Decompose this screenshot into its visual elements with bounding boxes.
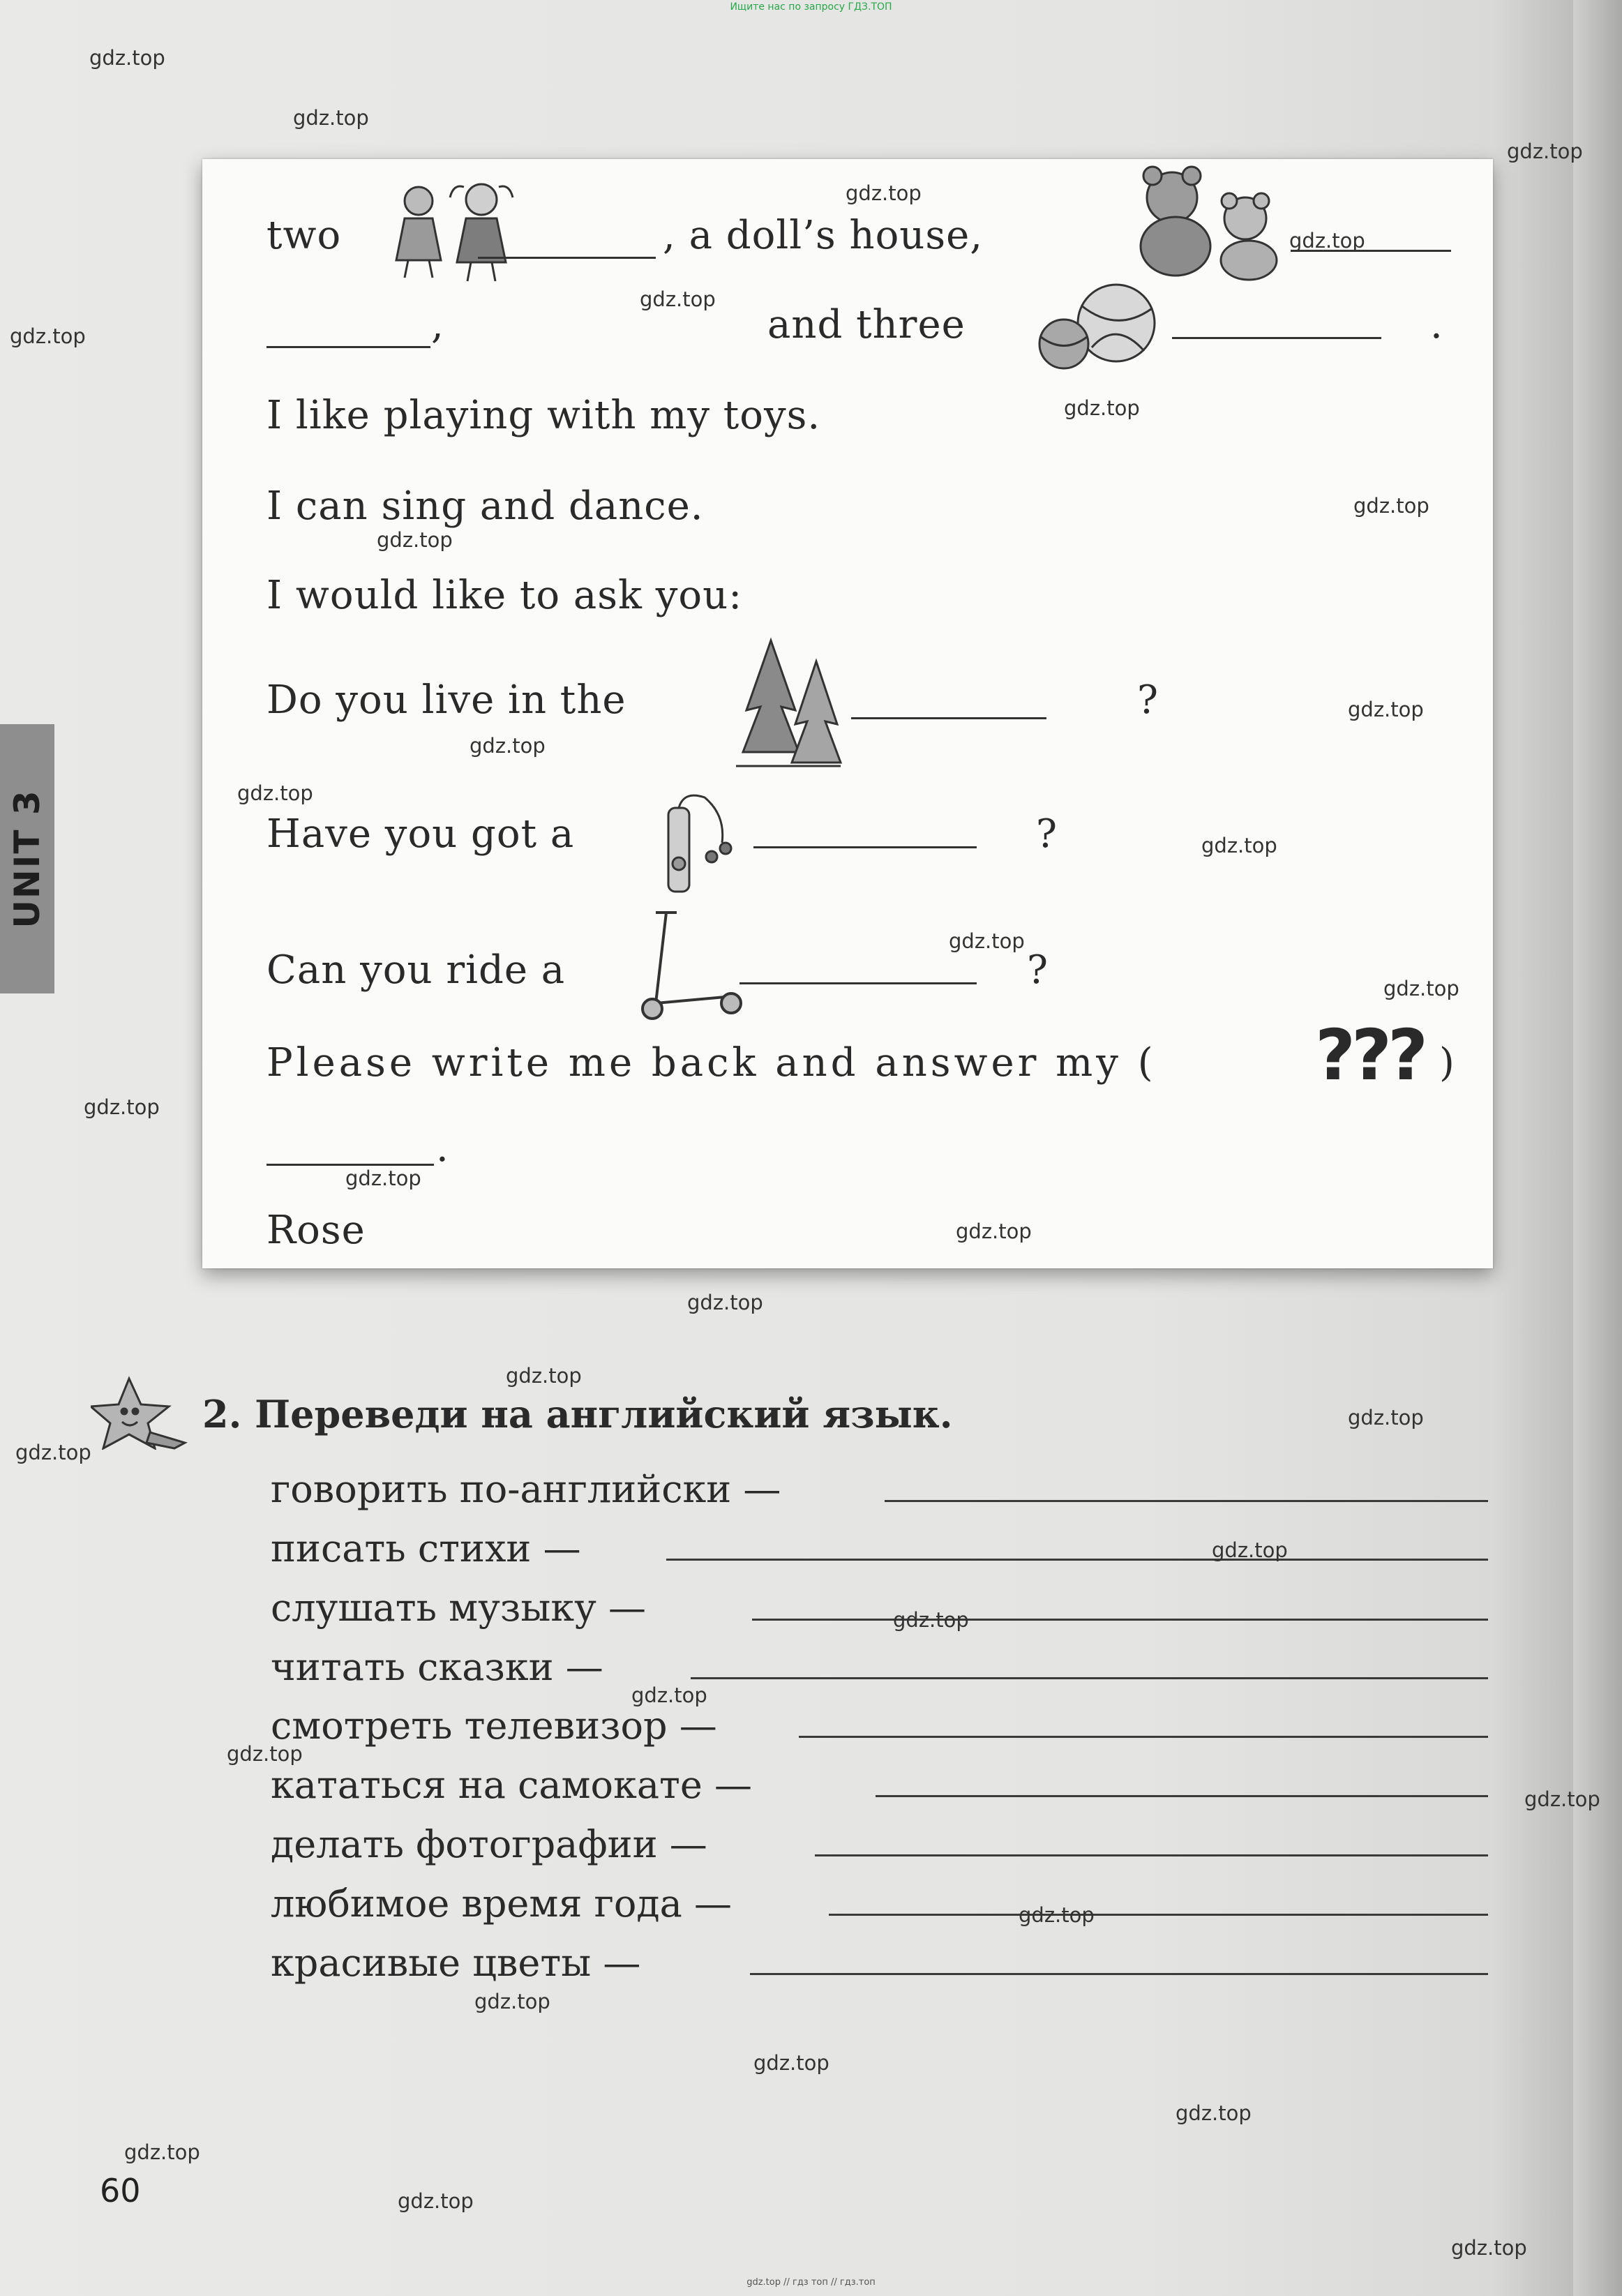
blank-question-2 <box>753 846 977 848</box>
letter-signature: Rose <box>266 1208 366 1253</box>
letter-line-10-end: . <box>436 1125 449 1171</box>
blank-answers <box>266 1164 434 1166</box>
letter-line-6-end: ? <box>1137 677 1159 723</box>
blank-toys-3 <box>266 346 430 348</box>
task-2-item-1: говорить по-английски — <box>271 1467 781 1511</box>
watermark: gdz.top <box>1383 977 1459 1000</box>
mp3-player-icon <box>656 787 739 906</box>
task-2-item-8: любимое время года — <box>271 1882 733 1926</box>
task-2-item-2: писать стихи — <box>271 1526 581 1570</box>
watermark: gdz.top <box>474 1990 550 2013</box>
answer-line-1[interactable] <box>885 1500 1488 1502</box>
forest-trees-icon <box>729 633 848 773</box>
letter-line-8: Can you ride a <box>266 947 566 993</box>
book-spine-shadow <box>1573 0 1622 2296</box>
watermark: gdz.top <box>124 2140 200 2164</box>
letter-line-1-end: , a doll’s house, <box>663 213 984 258</box>
letter-line-8-end: ? <box>1027 947 1049 993</box>
watermark: gdz.top <box>506 1364 582 1388</box>
task-2-item-7: делать фотографии — <box>271 1822 707 1866</box>
letter-line-7: Have you got a <box>266 811 575 857</box>
question-marks-symbol: ??? <box>1315 1014 1425 1096</box>
task-2-item-3: слушать музыку — <box>271 1586 647 1630</box>
watermark: gdz.top <box>1019 1903 1095 1927</box>
letter-line-9-end: ) <box>1439 1040 1455 1086</box>
answer-line-6[interactable] <box>876 1795 1488 1797</box>
letter-card <box>202 159 1493 1268</box>
watermark: gdz.top <box>1289 229 1365 253</box>
watermark: gdz.top <box>1201 834 1277 857</box>
watermark: gdz.top <box>345 1166 421 1190</box>
watermark: gdz.top <box>89 46 165 70</box>
letter-line-3: I like playing with my toys. <box>266 393 821 438</box>
answer-line-3[interactable] <box>752 1619 1488 1621</box>
letter-line-5: I would like to ask you: <box>266 573 743 618</box>
letter-line-2-text: and three <box>767 302 966 347</box>
watermark: gdz.top <box>15 1441 91 1464</box>
watermark: gdz.top <box>640 287 716 311</box>
watermark: gdz.top <box>1348 1406 1424 1430</box>
watermark: gdz.top <box>1507 140 1583 163</box>
watermark: gdz.top <box>687 1291 763 1314</box>
star-character-icon <box>91 1373 188 1450</box>
letter-line-4: I can sing and dance. <box>266 483 704 529</box>
answer-line-9[interactable] <box>750 1973 1488 1975</box>
watermark: gdz.top <box>398 2189 474 2213</box>
watermark: gdz.top <box>1451 2236 1527 2260</box>
answer-line-7[interactable] <box>815 1854 1488 1856</box>
watermark: gdz.top <box>956 1220 1032 1243</box>
balls-icon <box>1026 278 1172 375</box>
watermark: gdz.top <box>377 528 453 552</box>
teddy-bears-icon <box>1123 159 1291 281</box>
task-2-item-6: кататься на самокате — <box>271 1763 753 1807</box>
blank-toys-4 <box>1172 337 1381 339</box>
watermark: gdz.top <box>10 324 86 348</box>
watermark: gdz.top <box>1176 2101 1252 2125</box>
watermark: gdz.top <box>227 1742 303 1766</box>
watermark: gdz.top <box>237 781 313 805</box>
watermark: gdz.top <box>1212 1538 1288 1562</box>
watermark: gdz.top <box>1353 494 1429 518</box>
letter-line-9: Please write me back and answer my ( <box>266 1040 1157 1086</box>
letter-line-2-comma: , <box>431 302 444 347</box>
footer-note: gdz.top // гдз топ // гдз.топ <box>746 2277 876 2288</box>
letter-line-2-end: . <box>1430 302 1443 347</box>
watermark: gdz.top <box>84 1095 160 1119</box>
unit-tab-label: UNIT 3 <box>7 789 47 929</box>
scooter-icon <box>628 906 746 1024</box>
watermark: gdz.top <box>1348 698 1424 721</box>
blank-question-1 <box>851 717 1046 719</box>
task-2-item-5: смотреть телевизор — <box>271 1704 717 1748</box>
answer-line-8[interactable] <box>829 1914 1488 1916</box>
task-2-title: 2. Переведи на английский язык. <box>202 1392 953 1436</box>
letter-line-6: Do you live in the <box>266 677 626 723</box>
task-2-item-4: читать сказки — <box>271 1645 603 1689</box>
watermark: gdz.top <box>1064 396 1140 420</box>
answer-line-2[interactable] <box>666 1559 1488 1561</box>
letter-line-7-end: ? <box>1036 811 1058 857</box>
page-number: 60 <box>100 2172 141 2209</box>
answer-line-4[interactable] <box>691 1677 1488 1679</box>
unit-tab <box>0 724 54 993</box>
task-2-item-9: красивые цветы — <box>271 1941 641 1985</box>
watermark: gdz.top <box>1524 1787 1600 1811</box>
watermark: gdz.top <box>470 734 546 758</box>
watermark: gdz.top <box>631 1683 707 1707</box>
answer-line-5[interactable] <box>799 1736 1488 1738</box>
watermark: gdz.top <box>949 929 1025 953</box>
watermark: gdz.top <box>846 181 922 205</box>
blank-toys-1 <box>478 257 656 259</box>
watermark: gdz.top <box>753 2051 829 2075</box>
letter-line-1-start: two <box>266 213 342 258</box>
blank-question-3 <box>739 982 977 984</box>
dolls-icon <box>377 180 530 285</box>
header-note: Ищите нас по запросу ГДЗ.ТОП <box>730 1 892 13</box>
watermark: gdz.top <box>893 1608 969 1632</box>
watermark: gdz.top <box>293 106 369 130</box>
